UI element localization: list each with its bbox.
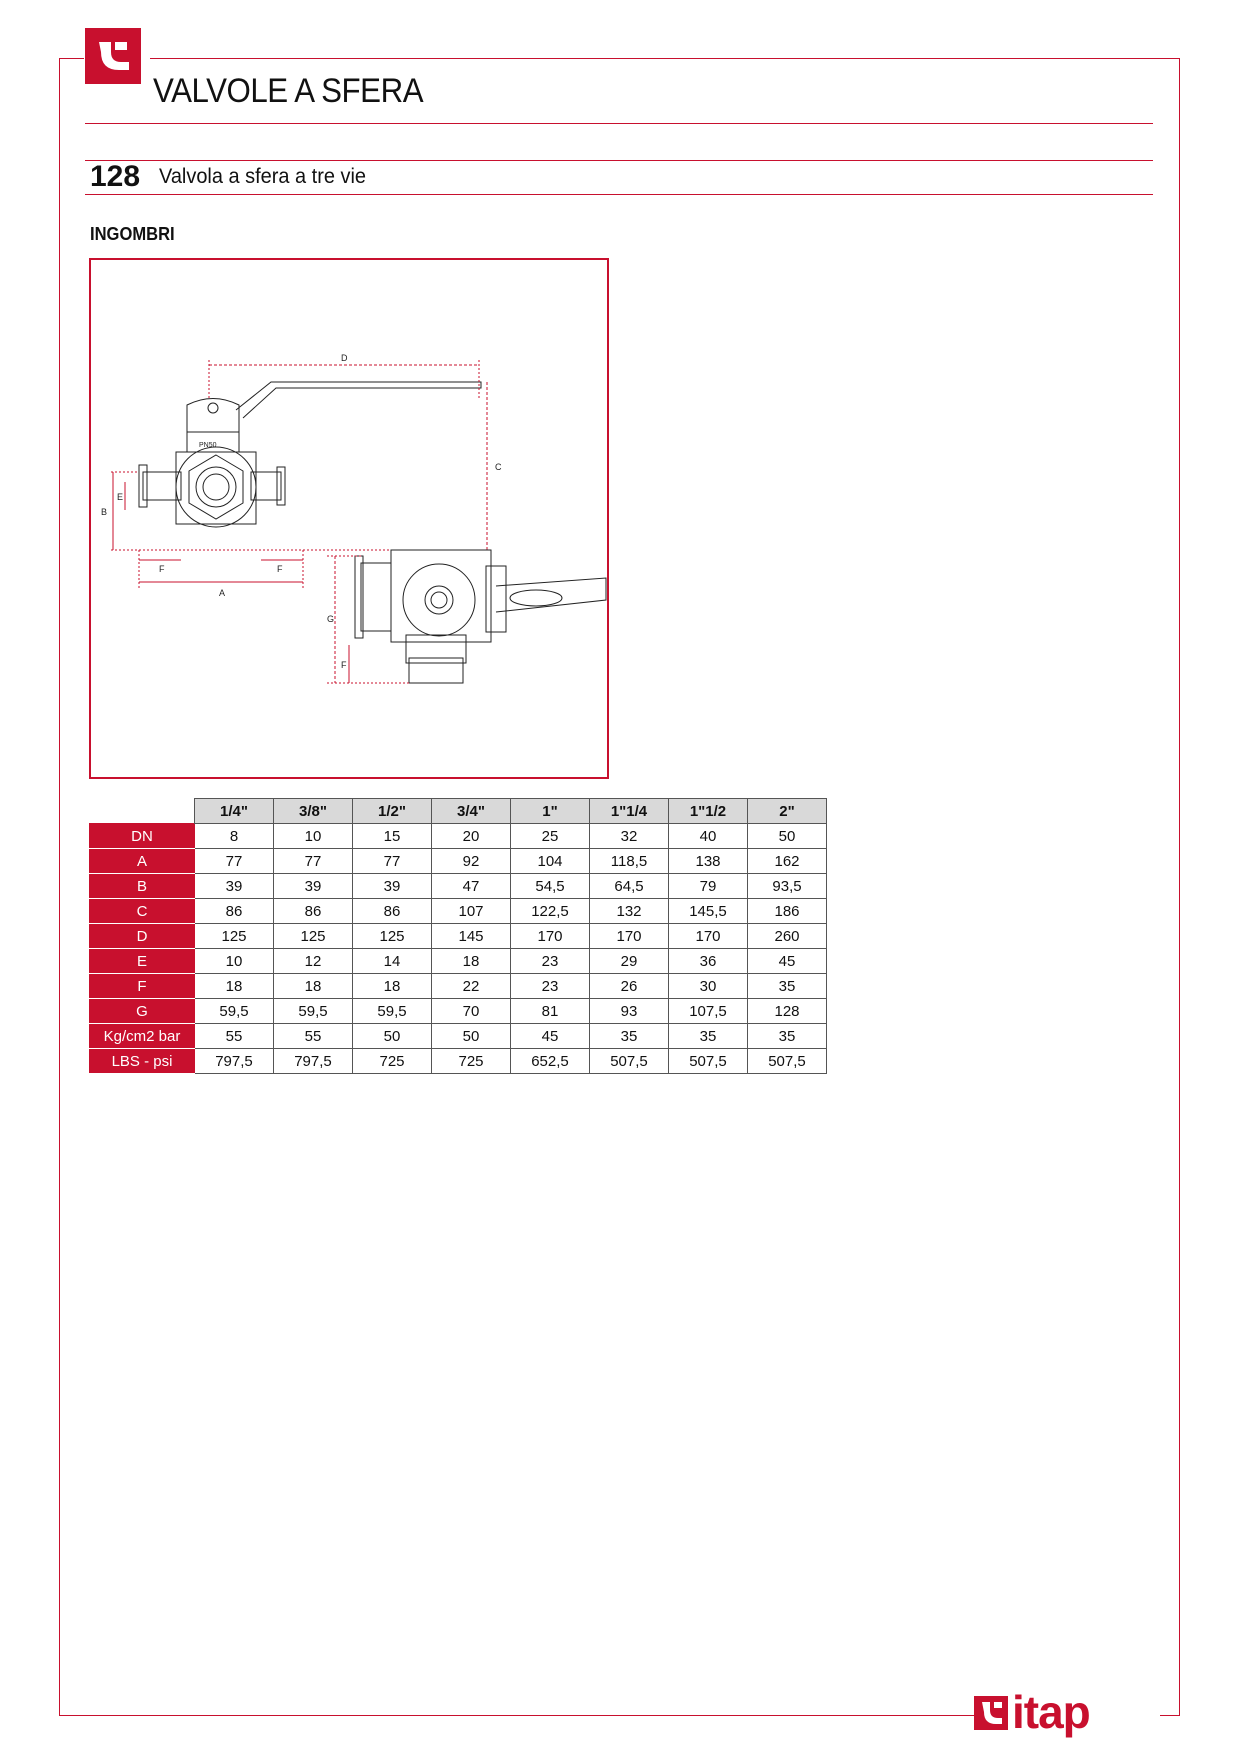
table-cell: 138 bbox=[669, 849, 748, 874]
table-cell: 145,5 bbox=[669, 899, 748, 924]
technical-drawing bbox=[89, 258, 609, 779]
table-cell: 81 bbox=[511, 999, 590, 1024]
table-row-label: D bbox=[90, 924, 195, 949]
table-cell: 77 bbox=[195, 849, 274, 874]
table-cell: 10 bbox=[274, 824, 353, 849]
frame-top-line bbox=[150, 58, 1180, 59]
dimension-label-g: G bbox=[327, 614, 335, 624]
dimension-label-a: A bbox=[219, 588, 226, 598]
table-cell: 170 bbox=[590, 924, 669, 949]
table-cell: 18 bbox=[195, 974, 274, 999]
table-cell: 652,5 bbox=[511, 1049, 590, 1074]
table-cell: 22 bbox=[432, 974, 511, 999]
table-cell: 77 bbox=[274, 849, 353, 874]
table-row bbox=[90, 1049, 827, 1074]
table-cell: 145 bbox=[432, 924, 511, 949]
table-cell: 162 bbox=[748, 849, 827, 874]
table-cell: 47 bbox=[432, 874, 511, 899]
table-row-label: DN bbox=[90, 824, 195, 849]
table-row bbox=[90, 874, 827, 899]
table-row-label: A bbox=[90, 849, 195, 874]
table-cell: 50 bbox=[432, 1024, 511, 1049]
table-header-row bbox=[90, 799, 827, 824]
title-underline bbox=[85, 123, 1153, 124]
table-cell: 39 bbox=[274, 874, 353, 899]
table-cell: 18 bbox=[353, 974, 432, 999]
table-row bbox=[90, 1024, 827, 1049]
frame-left-top-stub bbox=[59, 58, 84, 59]
dimension-label-b: B bbox=[101, 507, 108, 517]
table-cell: 35 bbox=[748, 1024, 827, 1049]
table-col-header: 1/2" bbox=[353, 799, 432, 824]
table-cell: 797,5 bbox=[274, 1049, 353, 1074]
table-cell: 40 bbox=[669, 824, 748, 849]
table-row bbox=[90, 974, 827, 999]
frame-left-line bbox=[59, 58, 60, 1715]
table-cell: 23 bbox=[511, 949, 590, 974]
table-cell: 86 bbox=[274, 899, 353, 924]
table-row-label: B bbox=[90, 874, 195, 899]
table-cell: 23 bbox=[511, 974, 590, 999]
table-col-header: 1"1/4 bbox=[590, 799, 669, 824]
table-col-header: 3/4" bbox=[432, 799, 511, 824]
table-row-label: Kg/cm2 bar bbox=[90, 1024, 195, 1049]
dimensions-table bbox=[89, 798, 827, 1074]
table-cell: 725 bbox=[432, 1049, 511, 1074]
table-cell: 92 bbox=[432, 849, 511, 874]
table-cell: 35 bbox=[669, 1024, 748, 1049]
table-row bbox=[90, 949, 827, 974]
table-cell: 118,5 bbox=[590, 849, 669, 874]
table-cell: 186 bbox=[748, 899, 827, 924]
product-name: Valvola a sfera a tre vie bbox=[159, 165, 366, 188]
table-cell: 132 bbox=[590, 899, 669, 924]
table-cell: 50 bbox=[748, 824, 827, 849]
table-cell: 107,5 bbox=[669, 999, 748, 1024]
table-cell: 36 bbox=[669, 949, 748, 974]
table-col-header: 1"1/2 bbox=[669, 799, 748, 824]
table-cell: 45 bbox=[511, 1024, 590, 1049]
table-cell: 18 bbox=[432, 949, 511, 974]
frame-right-line bbox=[1179, 58, 1180, 1715]
table-row-label: F bbox=[90, 974, 195, 999]
table-cell: 55 bbox=[195, 1024, 274, 1049]
dimension-label-d: D bbox=[341, 353, 348, 363]
table-cell: 59,5 bbox=[195, 999, 274, 1024]
table-cell: 507,5 bbox=[590, 1049, 669, 1074]
table-cell: 30 bbox=[669, 974, 748, 999]
table-cell: 35 bbox=[748, 974, 827, 999]
product-top-line bbox=[85, 160, 1153, 161]
brand-name: itap bbox=[1012, 1686, 1090, 1738]
table-row bbox=[90, 899, 827, 924]
table-cell: 125 bbox=[195, 924, 274, 949]
table-cell: 125 bbox=[353, 924, 432, 949]
table-row-label: LBS - psi bbox=[90, 1049, 195, 1074]
product-bottom-line bbox=[85, 194, 1153, 195]
section-title: INGOMBRI bbox=[90, 224, 175, 244]
product-code: 128 bbox=[90, 160, 141, 193]
table-cell: 77 bbox=[353, 849, 432, 874]
table-row-label: E bbox=[90, 949, 195, 974]
table-row bbox=[90, 849, 827, 874]
dimension-label-e: E bbox=[117, 492, 124, 502]
table-row-label: G bbox=[90, 999, 195, 1024]
dimension-label-f-right: F bbox=[277, 564, 283, 574]
dimension-label-f-left: F bbox=[159, 564, 165, 574]
table-corner bbox=[90, 799, 195, 824]
table-cell: 260 bbox=[748, 924, 827, 949]
table-cell: 39 bbox=[353, 874, 432, 899]
table-cell: 35 bbox=[590, 1024, 669, 1049]
page-title: VALVOLE A SFERA bbox=[153, 72, 424, 110]
table-cell: 59,5 bbox=[274, 999, 353, 1024]
table-body bbox=[90, 824, 827, 1074]
frame-bottom-right-stub bbox=[1160, 1715, 1180, 1716]
table-cell: 12 bbox=[274, 949, 353, 974]
table-cell: 107 bbox=[432, 899, 511, 924]
table-col-header: 1/4" bbox=[195, 799, 274, 824]
table-cell: 15 bbox=[353, 824, 432, 849]
table-cell: 507,5 bbox=[669, 1049, 748, 1074]
dimension-label-f-side: F bbox=[341, 660, 347, 670]
table-cell: 39 bbox=[195, 874, 274, 899]
table-cell: 93 bbox=[590, 999, 669, 1024]
table-cell: 64,5 bbox=[590, 874, 669, 899]
table-cell: 507,5 bbox=[748, 1049, 827, 1074]
table-row-label: C bbox=[90, 899, 195, 924]
table-cell: 125 bbox=[274, 924, 353, 949]
table-cell: 86 bbox=[353, 899, 432, 924]
frame-bottom-line bbox=[59, 1715, 979, 1716]
table-cell: 86 bbox=[195, 899, 274, 924]
table-cell: 50 bbox=[353, 1024, 432, 1049]
itap-logo bbox=[972, 1686, 1152, 1738]
table-row bbox=[90, 999, 827, 1024]
table-cell: 122,5 bbox=[511, 899, 590, 924]
table-cell: 128 bbox=[748, 999, 827, 1024]
table-cell: 70 bbox=[432, 999, 511, 1024]
table-cell: 32 bbox=[590, 824, 669, 849]
table-cell: 725 bbox=[353, 1049, 432, 1074]
table-col-header: 1" bbox=[511, 799, 590, 824]
table-row bbox=[90, 824, 827, 849]
table-cell: 8 bbox=[195, 824, 274, 849]
table-cell: 170 bbox=[511, 924, 590, 949]
pn-label: PN50 bbox=[199, 442, 217, 449]
table-cell: 45 bbox=[748, 949, 827, 974]
table-cell: 55 bbox=[274, 1024, 353, 1049]
table-cell: 20 bbox=[432, 824, 511, 849]
table-cell: 26 bbox=[590, 974, 669, 999]
corner-logo-icon bbox=[85, 28, 141, 84]
table-cell: 79 bbox=[669, 874, 748, 899]
table-cell: 29 bbox=[590, 949, 669, 974]
table-cell: 25 bbox=[511, 824, 590, 849]
table-cell: 59,5 bbox=[353, 999, 432, 1024]
table-cell: 170 bbox=[669, 924, 748, 949]
table-row bbox=[90, 924, 827, 949]
table-cell: 54,5 bbox=[511, 874, 590, 899]
table-cell: 93,5 bbox=[748, 874, 827, 899]
table-cell: 10 bbox=[195, 949, 274, 974]
table-cell: 18 bbox=[274, 974, 353, 999]
table-cell: 14 bbox=[353, 949, 432, 974]
table-col-header: 3/8" bbox=[274, 799, 353, 824]
table-cell: 797,5 bbox=[195, 1049, 274, 1074]
table-cell: 104 bbox=[511, 849, 590, 874]
dimension-label-c: C bbox=[495, 462, 502, 472]
table-col-header: 2" bbox=[748, 799, 827, 824]
